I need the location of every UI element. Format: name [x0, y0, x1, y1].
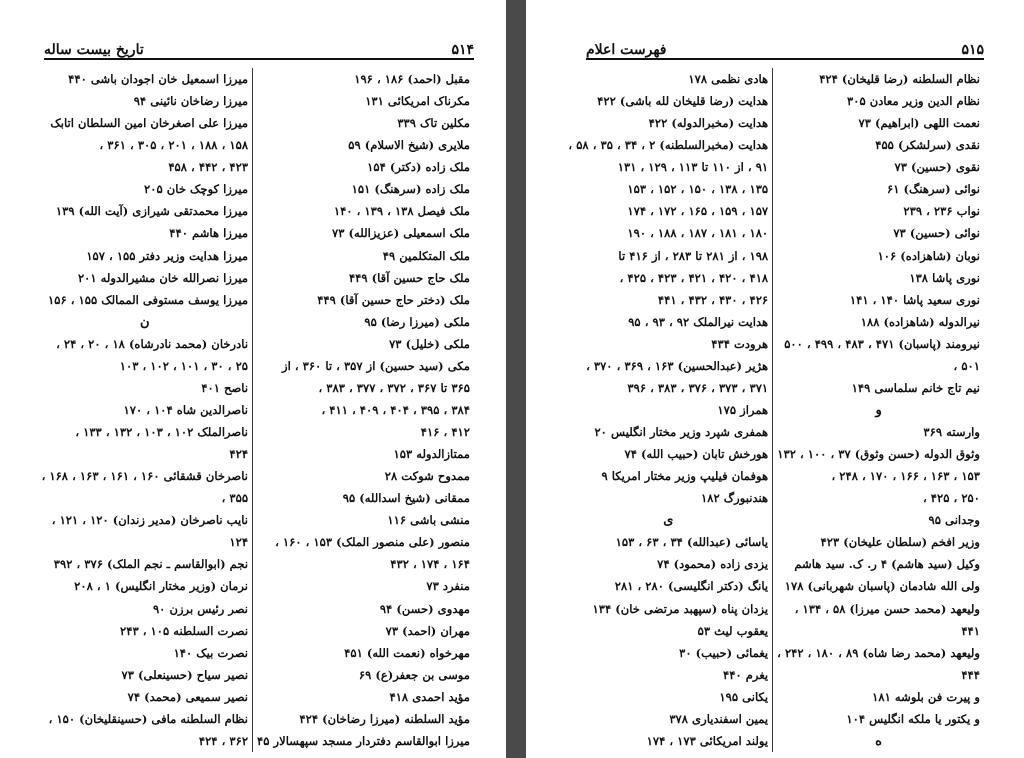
index-entry: نصر رئیس برزن ۹۰	[152, 601, 249, 616]
index-entry: ۱۲۴	[229, 535, 249, 550]
running-head-title: فهرست اعلام	[586, 42, 667, 58]
index-entry: وکیل (سید هاشم) ۴ ر. ک. سید هاشم	[794, 557, 980, 572]
index-entry: ملک (دختر حاج حسین آقا) ۴۴۹	[317, 292, 470, 307]
index-entry: نوبان (شاهزاده) ۱۰۶	[877, 248, 980, 263]
index-section-letter: ن	[140, 314, 150, 330]
index-section-letter: ه	[875, 733, 882, 749]
index-entry: یعقوب لیث ۵۳	[697, 623, 769, 638]
index-entry: ۱۵۷ ، ۱۵۹ ، ۱۶۵ ، ۱۷۲ ، ۱۷۴	[627, 204, 769, 219]
index-entry: نصرت بیک ۱۴۰	[173, 645, 249, 660]
index-entry: ۳۶۲ ، ۴۲۴	[198, 733, 249, 748]
index-entry: ۲۵ ، ۳۰ ، ۱۰۱ ، ۱۰۲ ، ۱۰۳	[119, 358, 249, 373]
index-columns	[41, 68, 474, 752]
index-entry: میرزا نصرالله خان مشیرالدوله ۲۰۱	[77, 270, 249, 285]
index-entry: وارسته ۳۶۹	[923, 425, 980, 439]
index-entry: نادرخان (محمد نادرشاه) ۱۸ ، ۲۰ ، ۲۴ ،	[56, 336, 249, 351]
index-entry: نظام السلطنه (رضا قلیخان) ۴۲۴	[819, 72, 980, 86]
index-entry: میرزا کوچک خان ۲۰۵	[144, 182, 249, 197]
index-entry: یکانی ۱۹۵	[719, 689, 769, 704]
index-entry: ۵۰۱ ،	[953, 358, 980, 373]
index-entry: نرمان (وزیر مختار انگلیس) ۱ ، ۲۰۸	[74, 579, 249, 594]
index-entry: یولند امریکائی ۱۷۳ ، ۱۷۴	[646, 733, 769, 748]
right-page	[526, 0, 1024, 758]
index-entry: هژیر (عبدالحسین) ۱۶۳ ، ۳۶۹ ، ۳۷۰ ،	[586, 358, 769, 373]
index-entry: مکلین تاک ۳۳۹	[397, 116, 470, 131]
index-entry: منفرد ۷۳	[426, 579, 470, 594]
index-entry: ۲۵۰ ، ۴۲۵ ،	[923, 491, 980, 506]
index-entry: نظام السلطنه مافی (حسینقلیخان) ۱۵۰ ،	[48, 711, 249, 726]
index-entry: هدایت (مخبرالسلطنه) ۲ ، ۳۴ ، ۳۵ ، ۵۸ ،	[568, 138, 769, 153]
index-entry: ۱۵۳ ، ۱۶۳ ، ۱۶۶ ، ۱۷۰ ، ۲۴۸ ،	[831, 469, 980, 484]
index-entry: نقوی (حسین) ۷۳	[894, 160, 980, 175]
index-entry: و پیرت فن بلوشه ۱۸۱	[872, 689, 980, 704]
index-entry: نجم (ابوالقاسم ـ نجم الملک) ۳۷۶ ، ۳۹۲	[53, 557, 249, 572]
index-entry: همفری شپرد وزیر مختار انگلیس ۲۰	[594, 425, 769, 439]
index-entry: نیرومند (پاسبان) ۴۷۱ ، ۴۸۳ ، ۴۹۹ ، ۵۰۰	[784, 336, 980, 351]
book-gutter	[506, 0, 526, 758]
index-entry: ممتازالدوله ۱۵۳	[393, 447, 470, 462]
index-entry: ۳۶۵ تا ۳۶۷ ، ۳۷۲ ، ۳۷۷ ، ۳۸۳ ،	[318, 380, 470, 395]
index-entry: ۱۵۸ ، ۱۸۸ ، ۲۰۱ ، ۳۰۵ ، ۳۶۱ ،	[99, 138, 249, 153]
index-entry: ۴۲۳ ، ۴۴۲ ، ۴۵۸	[168, 160, 249, 175]
index-entry: نیم تاج خانم سلماسی ۱۴۹	[851, 380, 980, 395]
index-entry: ملایری (شیخ الاسلام) ۵۹	[348, 138, 470, 153]
index-entry: یاسائی (عبدالله) ۳۴ ، ۶۳ ، ۱۵۳	[615, 535, 769, 550]
index-entry: ولیعهد (محمد حسن میرزا) ۵۸ ، ۱۳۴ ،	[794, 601, 980, 616]
index-entry: و یکتور یا ملکه انگلیس ۱۰۴	[846, 711, 980, 726]
index-entry: نوری پاشا ۱۳۸	[909, 270, 980, 285]
index-entry: ۱۳۵ ، ۱۳۸ ، ۱۵۰ ، ۱۵۲ ، ۱۵۳	[627, 182, 769, 197]
index-entry: منصور (علی منصور الملک) ۱۵۳ ، ۱۶۰ ،	[275, 535, 470, 550]
index-entry: هورخش تابان (حبیب الله) ۷۴	[624, 447, 769, 462]
index-entry: مهران (احمد) ۷۳	[385, 623, 470, 638]
index-entry: ملک حاج حسین آقا) ۴۴۹	[348, 270, 470, 285]
index-entry: ۱۹۸ ، از ۲۸۱ تا ۲۸۳ ، از ۴۱۶ تا	[618, 248, 769, 263]
index-entry: نواب ۲۳۶ ، ۲۳۹	[903, 204, 980, 219]
index-entry: ملک المتکلمین ۴۹	[382, 248, 470, 263]
index-entry: هرودت ۴۳۴	[711, 336, 769, 351]
index-entry: نیرالدوله (شاهزاده) ۱۸۸	[860, 314, 980, 329]
index-entry: نوائی (سرهنگ) ۶۱	[887, 182, 980, 197]
page-number: ۵۱۴	[451, 42, 474, 58]
index-entry: مقبل (احمد) ۱۸۶ ، ۱۹۶	[354, 72, 470, 86]
index-entry: ملک اسمعیلی (عزیزالله) ۷۳	[332, 226, 470, 241]
index-entry: ولی الله شادمان (پاسبان شهربانی) ۱۷۸	[784, 579, 980, 594]
index-entry: مکرناک امریکائی ۱۳۱	[365, 94, 470, 109]
index-entry: هندنبورگ ۱۸۲	[701, 491, 769, 506]
index-entry: ولیعهد (محمد رضا شاه) ۸۹ ، ۱۸۰ ، ۲۴۲ ،	[777, 645, 980, 660]
index-entry: ۴۱۸ ، ۴۲۰ ، ۴۲۱ ، ۴۲۳ ، ۴۲۵ ،	[619, 270, 769, 285]
index-entry: وجدانی ۹۵	[928, 513, 980, 528]
running-header	[44, 38, 474, 60]
index-entry: ۴۲۶ ، ۴۳۰ ، ۴۳۲ ، ۴۴۱	[657, 292, 769, 307]
index-entry: مؤید احمدی ۴۱۸	[389, 689, 470, 704]
index-column-right	[772, 68, 984, 752]
index-entry: مؤید السلطنه (میرزا رضاخان) ۴۲۴	[299, 711, 470, 726]
page-number: ۵۱۵	[961, 42, 984, 58]
index-entry: هدایت (مخبرالدوله) ۴۲۲	[648, 116, 769, 131]
index-entry: نصرت السلطنه ۱۰۵ ، ۲۴۳	[120, 623, 249, 638]
running-header	[586, 38, 984, 60]
index-entry: وثوق الدوله (حسن وثوق) ۳۷ ، ۱۰۰ ، ۱۳۲	[777, 447, 980, 462]
index-entry: نایب ناصرخان (مدیر زندان) ۱۲۰ ، ۱۲۱ ،	[51, 513, 249, 528]
index-entry: ۱۸۰ ، ۱۸۱ ، ۱۸۷ ، ۱۸۸ ، ۱۹۰	[627, 226, 769, 241]
index-entry: نظام الدین وزیر معادن ۳۰۵	[846, 94, 980, 109]
index-entry: میرزا هدایت وزیر دفتر ۱۵۵ ، ۱۵۷	[86, 248, 249, 263]
running-head-title: تاریخ بیست ساله	[44, 42, 144, 58]
index-entry: ملکی (میرزا رضا) ۹۵	[364, 314, 470, 329]
index-entry: هدایت (رضا قلیخان لله باشی) ۴۲۲	[597, 94, 769, 109]
index-entry: میرزا یوسف مستوفی الممالک ۱۵۵ ، ۱۵۶	[47, 292, 249, 307]
index-entry: ملکی (خلیل) ۷۳	[389, 336, 470, 351]
index-entry: ناصرالدین شاه ۱۰۴ ، ۱۷۰	[123, 402, 249, 417]
index-entry: ممقانی (شیخ اسدالله) ۹۵	[342, 491, 470, 506]
index-entry: ۴۲۴	[229, 447, 249, 462]
index-entry: نوری سعید پاشا ۱۴۰ ، ۱۴۱	[849, 292, 980, 307]
index-entry: ۳۷۱ ، ۳۷۳ ، ۳۷۶ ، ۳۸۳ ، ۳۹۶	[627, 380, 769, 395]
index-entry: ۳۸۴ ، ۳۹۵ ، ۴۰۴ ، ۴۰۹ ، ۴۱۱ ،	[321, 402, 470, 417]
index-entry: هوفمان فیلیپ وزیر مختار امریکا ۹	[601, 469, 769, 484]
index-entry: مکی (سید حسین) از ۳۵۷ ، تا ۳۶۰ ، از	[282, 358, 470, 373]
index-section-letter: و	[875, 402, 882, 418]
index-entry: نوائی (حسین) ۷۳	[893, 226, 980, 241]
index-entry: یزدان پناه (سپهبد مرتضی خان) ۱۳۴	[592, 601, 769, 616]
index-entry: یغرم ۴۴۰	[723, 667, 769, 682]
index-entry: میرزا ابوالقاسم دفتردار مسجد سپهسالار ۴۵	[257, 733, 470, 748]
index-columns	[568, 68, 984, 752]
index-entry: نصیر سیاح (حسینعلی) ۷۳	[121, 667, 249, 682]
index-entry: ملک زاده (دکتر) ۱۵۴	[367, 160, 470, 175]
index-entry: ملک زاده (سرهنگ) ۱۵۱	[351, 182, 470, 197]
index-entry: میرزا هاشم ۴۴۰	[169, 226, 249, 241]
index-entry: ۳۵۵ ،	[221, 491, 249, 506]
index-column-right	[252, 68, 474, 752]
index-entry: نقدی (سرلشکر) ۴۵۵	[875, 138, 980, 153]
index-entry: میرزا رضاخان نائینی ۹۴	[133, 94, 249, 109]
index-entry: ناصرخان قشقائی ۱۶۰ ، ۱۶۱ ، ۱۶۳ ، ۱۶۸ ،	[41, 469, 249, 484]
index-entry: ۴۱۲ ، ۴۱۶	[420, 425, 470, 439]
index-entry: یمین اسفندیاری ۳۷۸	[669, 711, 769, 726]
left-page	[0, 0, 506, 758]
index-entry: هادی نظمی ۱۷۸	[688, 72, 769, 86]
index-entry: منشی باشی ۱۱۶	[387, 513, 470, 528]
index-entry: ناصرالملک ۱۰۲ ، ۱۰۳ ، ۱۳۲ ، ۱۳۳ ،	[75, 425, 249, 439]
index-entry: یغمائی (حبیب) ۳۰	[679, 645, 769, 660]
index-entry: میرزا اسمعیل خان اجودان باشی ۴۴۰	[68, 72, 249, 86]
index-entry: میرزا علی اصغرخان امین السلطان اتابک	[50, 116, 249, 131]
index-entry: ناصح ۴۰۱	[201, 380, 249, 395]
index-entry: موسی بن جعفر(ع) ۶۹	[358, 667, 470, 682]
index-entry: وزیر افخم (سلطان علیخان) ۴۲۳	[820, 535, 980, 550]
index-section-letter: ی	[663, 513, 674, 529]
index-entry: ملک فیصل ۱۳۸ ، ۱۳۹ ، ۱۴۰	[333, 204, 470, 219]
index-column-left	[564, 68, 772, 752]
index-entry: ۱۶۴ ، ۱۷۴ ، ۴۳۲	[390, 557, 470, 572]
index-entry: ۴۴۱	[961, 623, 980, 638]
index-entry: یزدی زاده (محمود) ۷۴	[657, 557, 769, 572]
index-entry: نصیر سمیعی (محمد) ۷۴	[127, 689, 249, 704]
index-entry: مهدوی (حسن) ۹۴	[379, 601, 470, 616]
index-entry: هدایت نیرالملک ۹۲ ، ۹۳ ، ۹۵	[628, 314, 769, 329]
index-entry: مهرخواه (نعمت الله) ۴۵۱	[344, 645, 470, 660]
index-column-left	[38, 68, 252, 752]
index-entry: همراز ۱۷۵	[717, 402, 769, 417]
index-entry: یانگ (دکتر انگلیسی) ۲۸۰ ، ۲۸۱	[614, 579, 769, 594]
index-entry: ممدوح شوکت ۲۸	[384, 469, 470, 484]
index-entry: میرزا محمدتقی شیرازی (آیت الله) ۱۳۹	[55, 204, 249, 219]
index-entry: ۴۴۴	[961, 667, 980, 682]
index-entry: نعمت اللهی (ابراهیم) ۷۳	[858, 116, 980, 131]
index-entry: ۹۱ ، از ۱۱۰ تا ۱۱۳ ، ۱۲۹ ، ۱۳۱	[617, 160, 769, 175]
